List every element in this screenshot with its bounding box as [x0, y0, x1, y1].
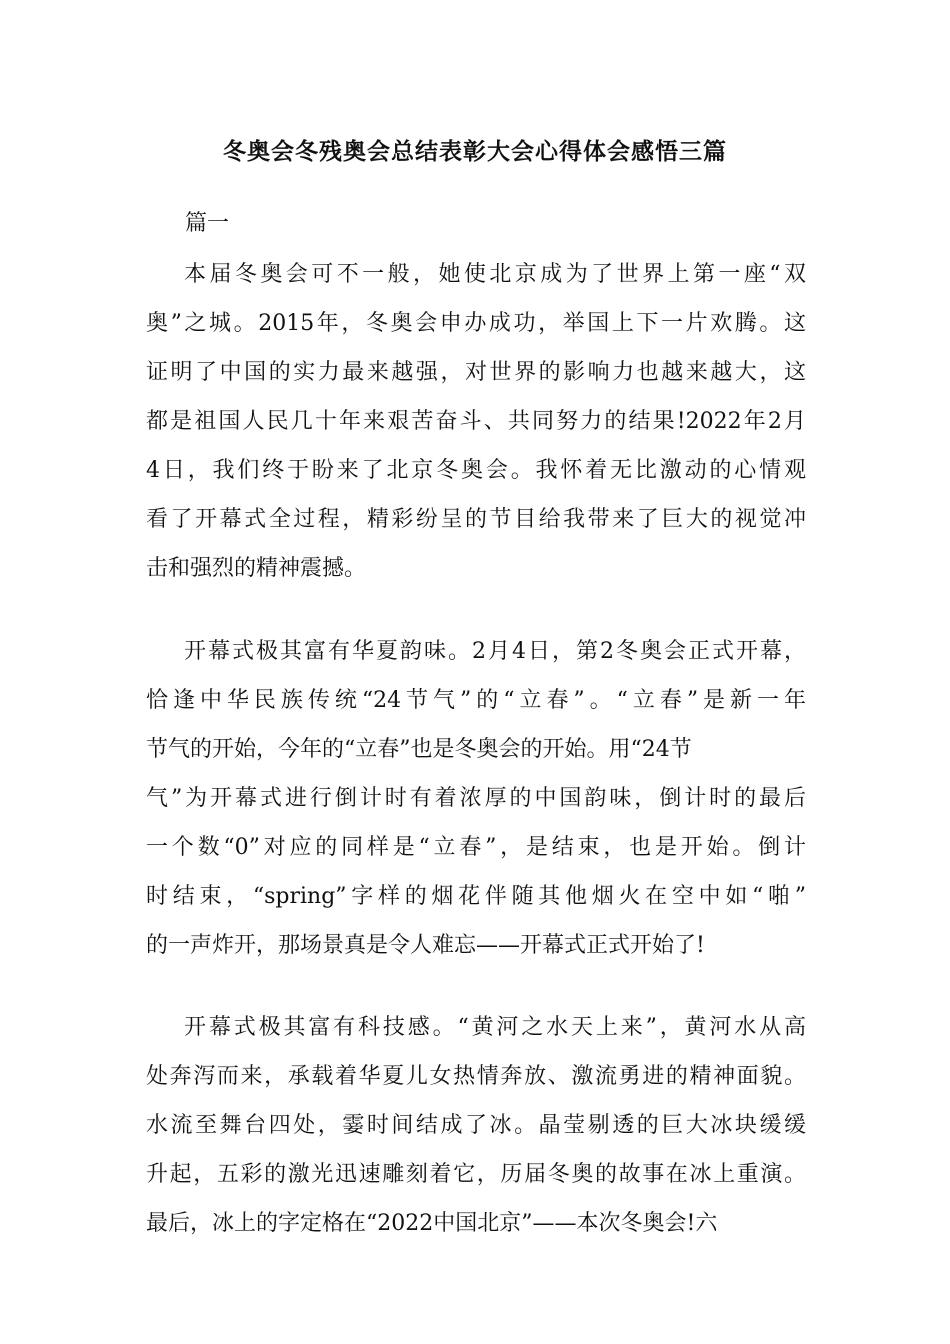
paragraph-1 [146, 250, 806, 593]
document-title: 冬奥会冬残奥会总结表彰大会心得体会感悟三篇 [223, 138, 727, 165]
paragraph-line: 一个数“0”对应的同样是“立春”，是结束，也是开始。倒计 [146, 835, 806, 860]
paragraph-line: 最后，冰上的字定格在“2022中国北京”——本次冬奥会!六 [146, 1211, 718, 1236]
paragraph-line: 看了开幕式全过程，精彩纷呈的节目给我带来了巨大的视觉冲 [146, 507, 806, 532]
paragraph-line: 恰逢中华民族传统“24节气”的“立春”。“立春”是新一年 [146, 688, 806, 713]
paragraph-line: 的一声炸开，那场景真是令人难忘——开幕式正式开始了! [146, 933, 705, 958]
paragraph-line: 奥”之城。2015年，冬奥会申办成功，举国上下一片欢腾。这 [146, 311, 806, 336]
section-heading: 篇一 [185, 211, 230, 236]
paragraph-line: 开幕式极其富有华夏韵味。2月4日，第2冬奥会正式开幕， [184, 639, 806, 664]
paragraph-line: 节气的开始，今年的“立春”也是冬奥会的开始。用“24节 [146, 737, 692, 762]
paragraph-line: 都是祖国人民几十年来艰苦奋斗、共同努力的结果!2022年2月 [146, 409, 806, 434]
paragraph-line: 本届冬奥会可不一般，她使北京成为了世界上第一座“双 [184, 262, 806, 287]
paragraph-line: 处奔泻而来，承载着华夏儿女热情奔放、激流勇进的精神面貌。 [146, 1064, 806, 1089]
paragraph-line: 证明了中国的实力最来越强，对世界的影响力也越来越大，这 [146, 360, 806, 385]
paragraph-2 [146, 627, 806, 970]
paragraph-line: 气”为开幕式进行倒计时有着浓厚的中国韵味，倒计时的最后 [146, 786, 806, 811]
paragraph-line: 升起，五彩的激光迅速雕刻着它，历届冬奥的故事在冰上重演。 [146, 1162, 806, 1187]
paragraph-line: 4日，我们终于盼来了北京冬奥会。我怀着无比激动的心情观 [146, 458, 806, 483]
paragraph-line: 开幕式极其富有科技感。“黄河之水天上来”，黄河水从高 [184, 1015, 806, 1040]
paragraph-line: 时结束，“spring”字样的烟花伴随其他烟火在空中如“啪” [146, 884, 806, 909]
paragraph-line: 水流至舞台四处，霎时间结成了冰。晶莹剔透的巨大冰块缓缓 [146, 1113, 806, 1138]
paragraph-3 [146, 1003, 806, 1248]
paragraph-line: 击和强烈的精神震撼。 [146, 556, 367, 581]
